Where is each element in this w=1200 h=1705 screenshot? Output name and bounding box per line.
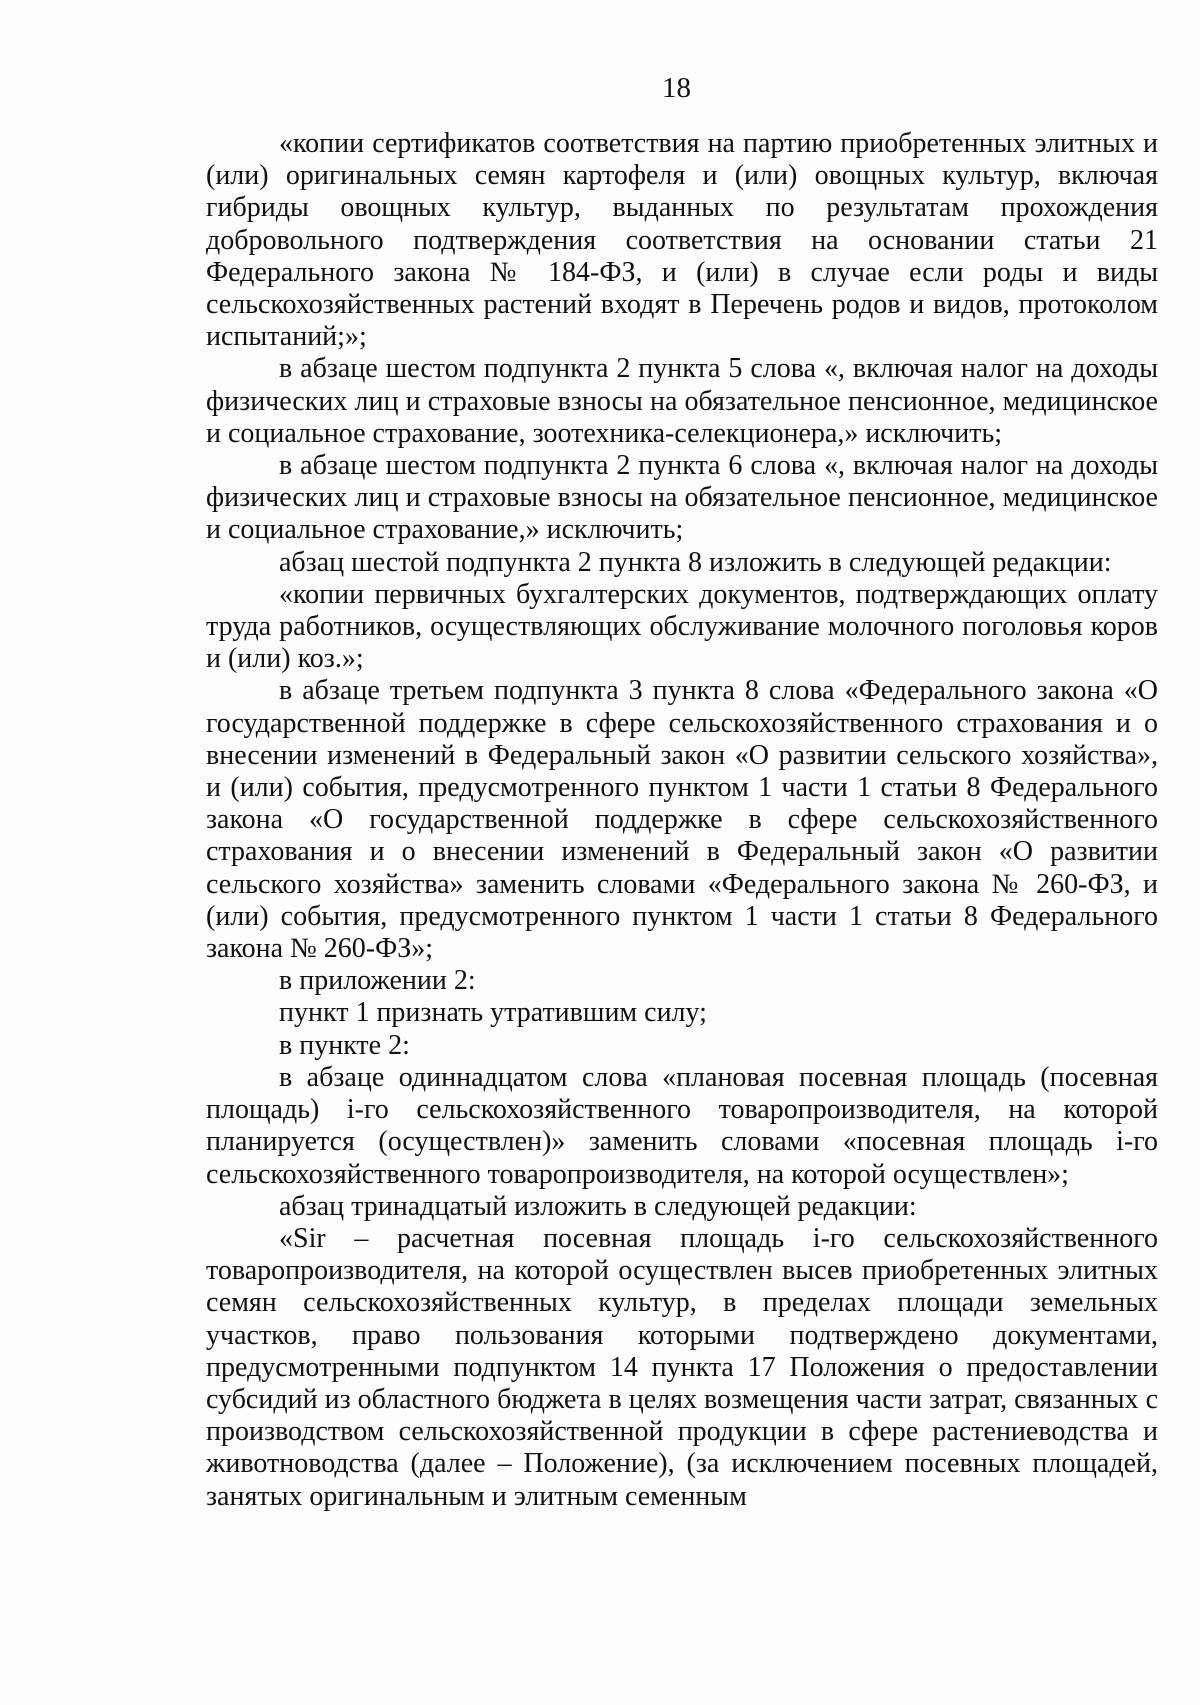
paragraph-point-2: в пункте 2: (279, 1029, 410, 1061)
paragraph-item-6-amendment: в абзаце шестом подпункта 2 пункта 6 слова «, включая налог на доходы физических лиц и страховые взносы на обязательное пенсионное, медицинское и социальное страхование,» исключить; (206, 450, 1158, 546)
paragraph-point-1-void: пункт 1 признать утратившим силу; (279, 997, 707, 1029)
page-number: 18 (662, 72, 691, 104)
paragraph-item-5-amendment: в абзаце шестом подпункта 2 пункта 5 слова «, включая налог на доходы физических лиц и страховые взносы на обязательное пенсионное, медицинское и социальное страхование, зоотехника-селекционера,» исключить; (206, 353, 1158, 449)
paragraph-item-8-intro: абзац шестой подпункта 2 пункта 8 изложить в следующей редакции: (279, 546, 1112, 578)
paragraph-certificates: «копии сертификатов соответствия на партию приобретенных элитных и (или) оригинальных семян картофеля и (или) овощных культур, включая гибриды овощных культур, выданных по результатам прохождения добровольного подтверждения соответствия на основании статьи 21 Федерального закона № 184-ФЗ, и (или) в случае если роды и виды сельскохозяйственных растений входят в Перечень родов и видов, протоколом испытаний;»; (206, 128, 1158, 353)
paragraph-appendix-2: в приложении 2: (279, 965, 476, 997)
paragraph-item-8-new-text: «копии первичных бухгалтерских документов, подтверждающих оплату труда работников, осуществляющих обслуживание молочного поголовья коров и (или) коз.»; (206, 578, 1158, 675)
document-body (206, 128, 1158, 1513)
paragraph-sir-definition: «Sir – расчетная посевная площадь i-го сельскохозяйственного товаропроизводителя, на которой осуществлен высев приобретенных элитных семян сельскохозяйственных культур, в пределах площади земельных участков, право пользования которыми подтверждено документами, предусмотренными подпунктом 14 пункта 17 Положения о предоставлении субсидий из областного бюджета в целях возмещения части затрат, связанных с производством сельскохозяйственной продукции в сфере растениеводства и животноводства (далее – Положение), (за исключением посевных площадей, занятых оригинальным и элитным семенным (206, 1222, 1158, 1512)
paragraph-item-8-subitem-3: в абзаце третьем подпункта 3 пункта 8 слова «Федерального закона «О государственной поддержке в сфере сельскохозяйственного страхования и о внесении изменений в Федеральный закон «О развитии сельского хозяйства», и (или) события, предусмотренного пунктом 1 части 1 статьи 8 Федерального закона «О государственной поддержке в сфере сельскохозяйственного страхования и о внесении изменений в Федеральный закон «О развитии сельского хозяйства» заменить словами «Федерального закона № 260-ФЗ, и (или) события, предусмотренного пунктом 1 части 1 статьи 8 Федерального закона № 260-ФЗ»; (206, 675, 1158, 965)
paragraph-thirteenth-intro: абзац тринадцатый изложить в следующей редакции: (279, 1190, 917, 1222)
paragraph-eleventh-abzac: в абзаце одиннадцатом слова «плановая посевная площадь (посевная площадь) i-го сельскохозяйственного товаропроизводителя, на которой планируется (осуществлен)» заменить словами «посевная площадь i-го сельскохозяйственного товаропроизводителя, на которой осуществлен»; (206, 1061, 1158, 1190)
